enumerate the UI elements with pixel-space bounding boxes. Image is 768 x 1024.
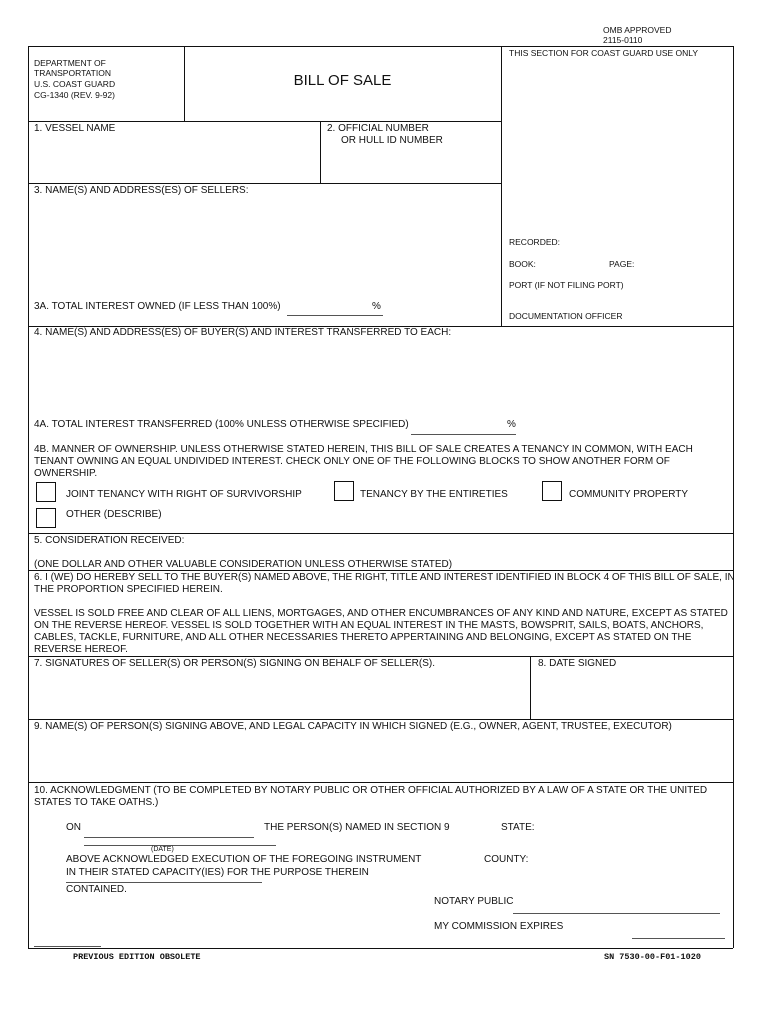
commission-expires-field[interactable]: [632, 938, 725, 939]
ack-on-label: ON: [66, 822, 81, 833]
port-label: PORT (IF NOT FILING PORT): [509, 280, 624, 290]
joint-tenancy-checkbox[interactable]: [36, 482, 56, 502]
community-property-label: COMMUNITY PROPERTY: [569, 489, 689, 500]
commission-expires-label: MY COMMISSION EXPIRES: [434, 921, 564, 932]
book-label: BOOK:: [509, 259, 536, 269]
seller-signatures-label: 7. SIGNATURES OF SELLER(S) OR PERSON(S) SIGNING ON BEHALF OF SELLER(S).: [34, 658, 436, 669]
ack-date-underline: [84, 845, 276, 846]
signer-capacity-label: 9. NAME(S) OF PERSON(S) SIGNING ABOVE, AND LEGAL CAPACITY IN WHICH SIGNED (E.G., OWNER, AGENT, TRUSTEE, EXECUTOR): [34, 721, 672, 732]
total-interest-owned-label: 3A. TOTAL INTEREST OWNED (IF LESS THAN 100%): [34, 301, 281, 312]
percent-sign-3a: %: [372, 301, 381, 312]
interest-owned-field[interactable]: [287, 315, 383, 316]
form-number: CG-1340 (REV. 9-92): [34, 90, 115, 100]
agency-line-1: DEPARTMENT OF: [34, 58, 106, 68]
ack-state-label: STATE:: [501, 822, 535, 833]
page-label: PAGE:: [609, 259, 635, 269]
ack-county-label: COUNTY:: [484, 854, 529, 865]
omb-approved: OMB APPROVED: [603, 25, 672, 35]
recorded-label: RECORDED:: [509, 237, 561, 247]
official-number-label: 2. OFFICIAL NUMBER: [327, 123, 429, 134]
notary-signature-field[interactable]: [513, 913, 720, 914]
stated-capacity-text: IN THEIR STATED CAPACITY(IES) FOR THE PURPOSE THEREIN: [66, 867, 369, 878]
documentation-officer-label: DOCUMENTATION OFFICER: [509, 311, 623, 321]
agency-line-2: TRANSPORTATION: [34, 68, 111, 78]
contained-text: CONTAINED.: [66, 884, 127, 895]
free-and-clear-paragraph: VESSEL IS SOLD FREE AND CLEAR OF ALL LIENS, MORTGAGES, AND OTHER ENCUMBRANCES OF ANY KIND AND NATURE, EXCEPT AS STATED ON THE REVERSE HEREOF. VESSEL IS SOLD TOGETHER WITH AN EQUAL INTEREST IN THE MASTS, BOWSPRIT, SAILS, BOATS, ANCHORS, CABLES, TACKLE, FURNITURE, AND ALL OTHER NECESSARIES THERETO APPERTAINING AND BELONGING, EXCEPT AS STATED ON THE REVERSE HEREOF.: [34, 608, 728, 655]
coast-guard-use-label: THIS SECTION FOR COAST GUARD USE ONLY: [509, 48, 699, 58]
tenancy-entireties-checkbox[interactable]: [334, 481, 354, 501]
form-title: BILL OF SALE: [293, 72, 392, 89]
hull-id-label: OR HULL ID NUMBER: [341, 135, 443, 146]
omb-number: 2115-0110: [603, 35, 643, 45]
date-signed-label: 8. DATE SIGNED: [538, 658, 617, 669]
other-describe-label: OTHER (DESCRIBE): [66, 509, 162, 520]
ack-date-field[interactable]: [84, 837, 254, 838]
tenancy-entireties-label: TENANCY BY THE ENTIRETIES: [360, 489, 508, 500]
capacity-underline: [66, 882, 262, 883]
total-interest-transferred-label: 4A. TOTAL INTEREST TRANSFERRED (100% UNLESS OTHERWISE SPECIFIED): [34, 419, 409, 430]
manner-of-ownership-text: 4B. MANNER OF OWNERSHIP. UNLESS OTHERWISE STATED HEREIN, THIS BILL OF SALE CREATES A TENANCY IN COMMON, WITH EACH TENANT OWNING AN EQUAL UNDIVIDED INTEREST. CHECK ONLY ONE OF THE FOLLOWING BLOCKS TO SHOW ANOTHER FORM OF OWNERSHIP.: [34, 444, 693, 479]
acknowledgment-label: 10. ACKNOWLEDGMENT (TO BE COMPLETED BY NOTARY PUBLIC OR OTHER OFFICIAL AUTHORIZED BY A LAW OF A STATE OR THE UNITED STATES TO TAKE OATHS.): [34, 785, 708, 808]
interest-transferred-field[interactable]: [411, 434, 516, 435]
date-caption: (DATE): [151, 846, 174, 853]
agency-line-3: U.S. COAST GUARD: [34, 79, 116, 89]
sellers-label: 3. NAME(S) AND ADDRESS(ES) OF SELLERS:: [34, 185, 249, 196]
previous-edition-note: PREVIOUS EDITION OBSOLETE: [73, 952, 201, 962]
notary-public-label: NOTARY PUBLIC: [434, 896, 514, 907]
joint-tenancy-label: JOINT TENANCY WITH RIGHT OF SURVIVORSHIP: [66, 489, 302, 500]
other-checkbox[interactable]: [36, 508, 56, 528]
seal-underline: [34, 946, 101, 947]
above-acknowledged-text: ABOVE ACKNOWLEDGED EXECUTION OF THE FOREGOING INSTRUMENT: [66, 854, 422, 865]
community-property-checkbox[interactable]: [542, 481, 562, 501]
stock-number: SN 7530-00-F01-1020: [604, 952, 701, 962]
sale-statement: 6. I (WE) DO HEREBY SELL TO THE BUYER(S) NAMED ABOVE, THE RIGHT, TITLE AND INTEREST IDENTIFIED IN BLOCK 4 OF THIS BILL OF SALE, IN THE PROPORTION SPECIFIED HEREIN.: [34, 572, 735, 595]
persons-named-label: THE PERSON(S) NAMED IN SECTION 9: [264, 822, 450, 833]
consideration-note: (ONE DOLLAR AND OTHER VALUABLE CONSIDERATION UNLESS OTHERWISE STATED): [34, 559, 453, 570]
consideration-label: 5. CONSIDERATION RECEIVED:: [34, 535, 185, 546]
percent-sign-4a: %: [507, 419, 516, 430]
buyers-label: 4. NAME(S) AND ADDRESS(ES) OF BUYER(S) AND INTEREST TRANSFERRED TO EACH:: [34, 327, 452, 338]
vessel-name-label: 1. VESSEL NAME: [34, 123, 116, 134]
